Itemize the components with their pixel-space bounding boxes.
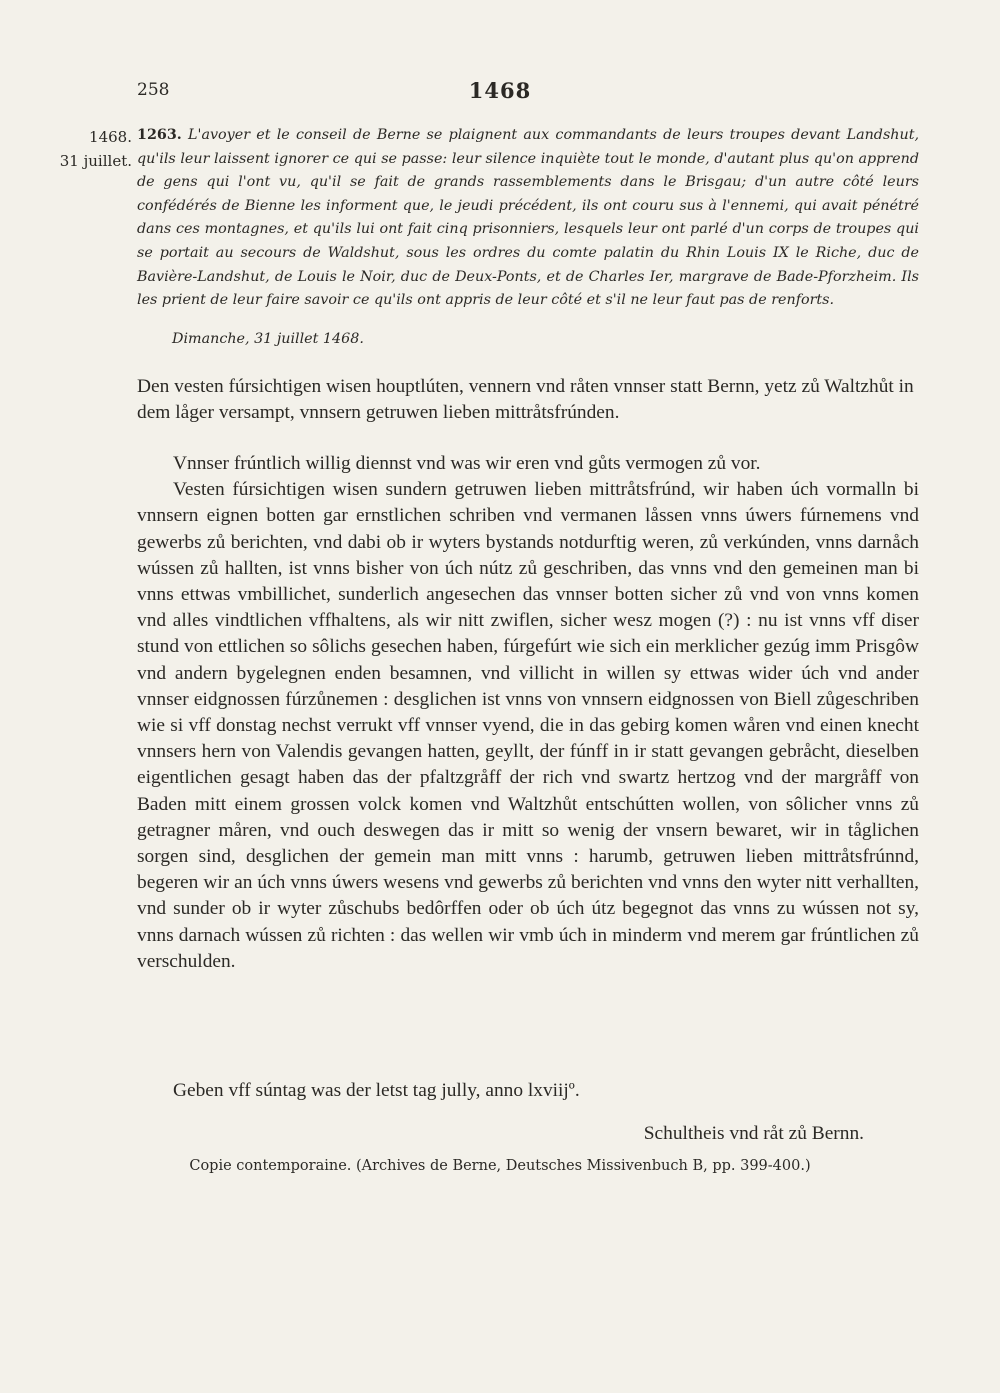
margin-date [52, 125, 132, 173]
summary-date: Dimanche, 31 juillet 1468. [172, 331, 364, 347]
letter-address: Den vesten fúrsichtigen wisen houptlúten, vennern vnd råten vnnser statt Bernn, yetz zů Waltzhůt in dem låger versampt, vnnsern getruwen lieben mittråtsfrúnden. [137, 376, 914, 424]
document-number: 1263. [137, 127, 182, 143]
summary-text: L'avoyer et le conseil de Berne se plaignent aux commandants de leurs troupes devant Landshut, qu'ils leur laissent ignorer ce qui se passe: leur silence inquiète tout le monde, d'autant plus qu'on apprend de gens qui l'ont vu, qu'il se fait de grands rassemblements dans le Brisgau; d'un autre côté leurs confédérés de Bienne les informent que, le jeudi précédent, ils ont couru sus à l'ennemi, qui avait pénétré dans ces montagnes, et qu'ils lui ont fait cinq prisonniers, lesquels leur ont parlé d'un corps de troupes qui se portait au secours de Waldshut, sous les ordres du comte palatin du Rhin Louis IX le Riche, duc de Bavière-Landshut, de Louis le Noir, duc de Deux-Ponts, et de Charles Ier, margrave de Bade-Pforzheim. Ils les prient de leur faire savoir ce qu'ils ont appris de leur côté et s'il ne leur faut pas de renforts. [137, 127, 919, 309]
page-number: 258 [137, 80, 170, 100]
document-summary [137, 124, 919, 313]
running-head: 1468 [468, 78, 532, 103]
letter-dateline: Geben vff súntag was der letst tag jully, anno lxviijº. [173, 1080, 580, 1101]
margin-day: 31 juillet. [59, 152, 132, 170]
letter-greeting: Vnnser frúntlich willig diennst vnd was wir eren vnd gůts vermogen zů vor. [173, 453, 761, 474]
source-note: Copie contemporaine. (Archives de Berne, Deutsches Missivenbuch B, pp. 399-400.) [189, 1158, 811, 1174]
margin-year: 1468. [89, 128, 132, 146]
letter-body [137, 451, 919, 975]
letter-text: Vesten fúrsichtigen wisen sundern getruwen lieben mittråtsfrúnd, wir haben úch vormalln bi vnnsern eignen botten gar ernstlichen schriben vnd vermanen låssen vnns úwers fúrnemens vnd gewerbs zů berichten, vnd dabi ob ir wyters bystands notdurftig weren, zů verkúnden, vnns darnåch wússen zů hallten, ist vnns bisher von úch nútz zů geschriben, das vnns vnd den gemeinen man bi vnns ettwas vmbillichet, sunderlich angesechen das vnnser botten sicher zů vnd von vnns komen vnd alles vindtlichen vffhaltens, als wir nitt zwiflen, sicher wesz mogen (?) : nu ist vnns vff diser stund von ettlichen so sôlichs gesechen haben, fúrgefúrt wie sich ein merklicher gezúg imm Prisgôw vnd andern bygelegnen enden besamnen, vnd villicht in willen sy ettwas wider úch vnd ander vnnser eidgnossen fúrzůnemen : desglichen ist vnns von vnnsern eidgnossen von Biell zůgeschriben wie si vff donstag nechst verrukt vff vnnser vyend, die in das gebirg komen wåren vnd einen knecht vnnsers hern von Valendis gevangen hatten, geyllt, der fúnff in ir statt gevangen gebråcht, dieselben eigentlichen gesagt haben das der pfaltzgråff der rich vnd swartz hertzog vnd der margråff von Baden mitt einem grossen volck komen vnd Waltzhůt entschútten wollen, von sôlicher vnns zů getragner måren, vnd ouch deswegen das ir mitt so wenig der vnsern bewaret, wir in tåglichen sorgen sind, desglichen der gemein man mitt vnns : harumb, getruwen lieben mittråtsfrúnnd, begeren wir an úch vnns úwers wesens vnd gewerbs zů berichten vnd vnns den wyter nitt verhallten, vnd sunder ob ir wyter zůschubs bedôrffen oder ob úch útz begegnot das vnns zu wússen not sy, vnns darnach wússen zů richten : das wellen wir vmb úch in minderm vnd merem gar frúntlichen zů verschulden. [137, 479, 919, 972]
letter-signature: Schultheis vnd råt zů Bernn. [643, 1123, 864, 1144]
